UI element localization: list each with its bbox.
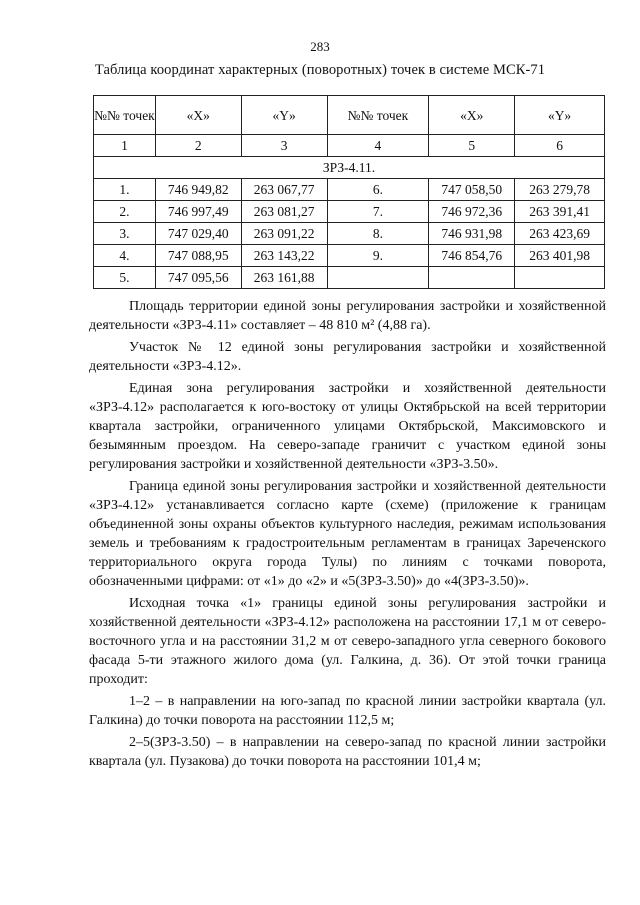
table-cell: 746 949,82	[155, 179, 241, 201]
table-cell: 263 401,98	[515, 245, 605, 267]
table-cell: 263 279,78	[515, 179, 605, 201]
column-number: 4	[327, 135, 429, 157]
table-cell: 747 088,95	[155, 245, 241, 267]
table-cell: 746 854,76	[429, 245, 515, 267]
table-cell: 6.	[327, 179, 429, 201]
paragraph-location: Единая зона регулирования застройки и хозяйственной деятельности «ЗРЗ-4.12» располагается к юго-востоку от улицы Октябрьской на всей территории квартала застройки, ограниченного улицами Октябрьской, Максимовского и безымянным проездом. На северо-западе граничит с участком единой зоны регулирования застройки и хозяйственной деятельности «ЗРЗ-3.50».	[89, 381, 606, 472]
table-row	[94, 245, 605, 267]
column-number: 2	[155, 135, 241, 157]
table-cell: 4.	[94, 245, 156, 267]
table-cell: 7.	[327, 201, 429, 223]
table-title: Таблица координат характерных (поворотных) точек в системе МСК-71	[94, 62, 546, 78]
table-cell	[327, 267, 429, 289]
paragraph-segment-2-5: 2–5(ЗРЗ-3.50) – в направлении на северо-запад по красной линии застройки квартала (ул. Пузакова) до точки поворота на расстоянии 101,4 м;	[89, 735, 606, 769]
paragraph-starting-point: Исходная точка «1» границы единой зоны регулирования застройки и хозяйственной деятельности «ЗРЗ-4.12» расположена на расстоянии 17,1 м от северо-восточного угла и на расстоянии 31,2 м от северо-западного угла северного бокового фасада 5-ти этажного жилого дома (ул. Галкина, д. 36). От этой точки граница проходит:	[89, 596, 606, 687]
paragraph-segment-1-2: 1–2 – в направлении на юго-запад по красной линии застройки квартала (ул. Галкина) до точки поворота на расстоянии 112,5 м;	[89, 694, 606, 728]
table-cell: 5.	[94, 267, 156, 289]
header-x-1: «X»	[155, 96, 241, 135]
table-cell: 747 095,56	[155, 267, 241, 289]
table-cell: 263 081,27	[241, 201, 327, 223]
coordinates-table	[93, 95, 605, 289]
header-point-number-1: №№ точек	[94, 96, 156, 135]
table-zone-row	[94, 157, 605, 179]
header-point-number-2: №№ точек	[327, 96, 429, 135]
header-x-2: «X»	[429, 96, 515, 135]
table-cell: 746 972,36	[429, 201, 515, 223]
table-cell: 746 931,98	[429, 223, 515, 245]
table-row	[94, 179, 605, 201]
body-text	[89, 297, 606, 774]
table-header-row	[94, 96, 605, 135]
table-cell: 263 391,41	[515, 201, 605, 223]
table-row	[94, 201, 605, 223]
table-cell: 263 161,88	[241, 267, 327, 289]
column-number: 3	[241, 135, 327, 157]
paragraph-section-heading: Участок № 12 единой зоны регулирования застройки и хозяйственной деятельности «ЗРЗ-4.12».	[89, 340, 606, 374]
table-cell	[515, 267, 605, 289]
table-row	[94, 223, 605, 245]
table-cell: 1.	[94, 179, 156, 201]
column-number: 6	[515, 135, 605, 157]
header-y-1: «Y»	[241, 96, 327, 135]
table-cell: 263 067,77	[241, 179, 327, 201]
table-cell: 747 058,50	[429, 179, 515, 201]
header-y-2: «Y»	[515, 96, 605, 135]
table-cell: 8.	[327, 223, 429, 245]
zone-label: ЗРЗ-4.11.	[94, 157, 605, 179]
paragraph-boundary: Граница единой зоны регулирования застройки и хозяйственной деятельности «ЗРЗ-4.12» устанавливается согласно карте (схеме) (приложение к границам объединенной зоны охраны объектов культурного наследия, режимам использования земель и требованиям к градостроительным регламентам в границах Зареченского территориального округа города Тулы) по линиям с точками поворота, обозначенными цифрами: от «1» до «2» и «5(ЗРЗ-3.50)» до «4(ЗРЗ-3.50)».	[89, 479, 606, 589]
table-cell: 3.	[94, 223, 156, 245]
table-row	[94, 267, 605, 289]
table-cell: 746 997,49	[155, 201, 241, 223]
table-cell: 263 143,22	[241, 245, 327, 267]
paragraph-area: Площадь территории единой зоны регулирования застройки и хозяйственной деятельности «ЗРЗ-4.11» составляет – 48 810 м² (4,88 га).	[89, 299, 606, 333]
table-cell: 747 029,40	[155, 223, 241, 245]
table-cell: 263 423,69	[515, 223, 605, 245]
column-number: 5	[429, 135, 515, 157]
table-column-numbers-row	[94, 135, 605, 157]
table-cell: 9.	[327, 245, 429, 267]
page-number: 283	[310, 39, 330, 54]
table-cell: 2.	[94, 201, 156, 223]
table-cell: 263 091,22	[241, 223, 327, 245]
column-number: 1	[94, 135, 156, 157]
table-cell	[429, 267, 515, 289]
